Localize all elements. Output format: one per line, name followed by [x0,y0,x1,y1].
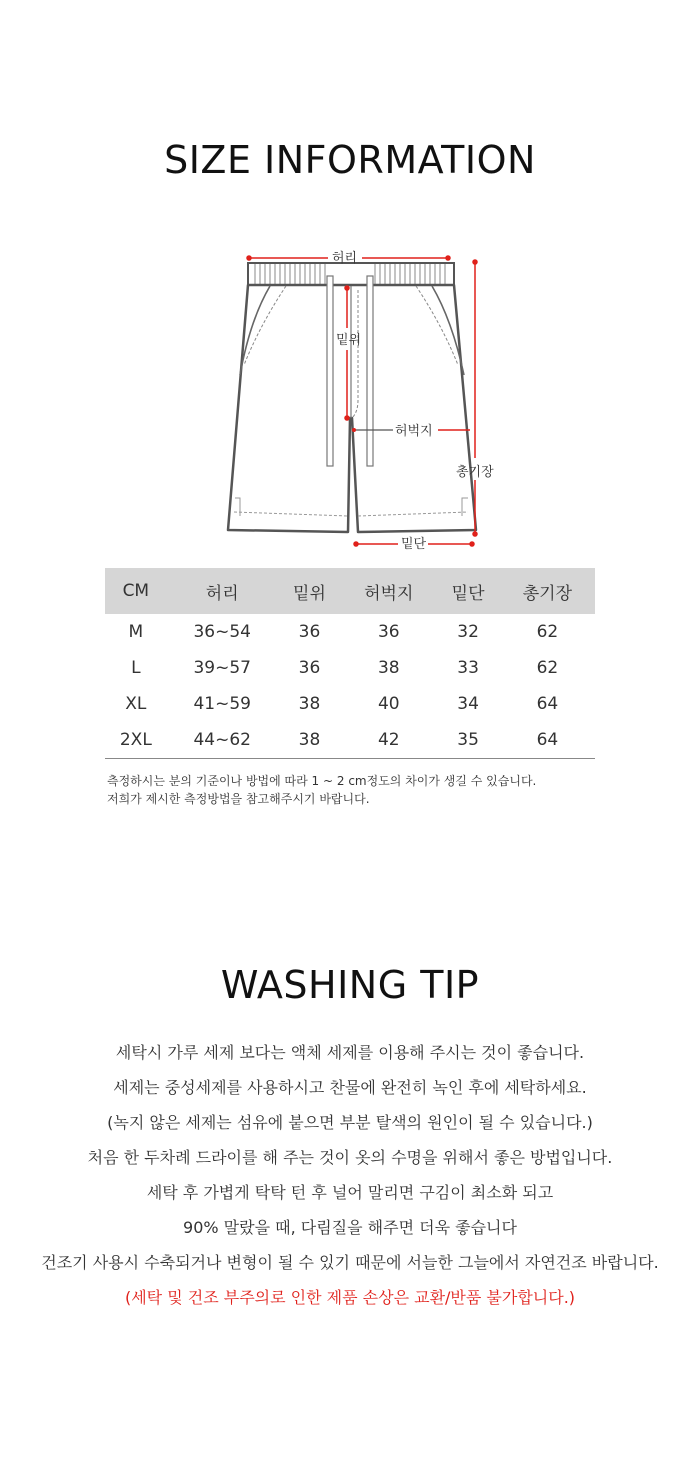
rise-value: 36 [298,658,321,678]
tip-line: 세탁시 가루 세제 보다는 액체 세제를 이용해 주시는 것이 좋습니다. [115,1043,585,1062]
table-row [105,686,595,722]
size-information-title: SIZE INFORMATION [164,138,536,182]
thigh-value: 42 [341,722,436,759]
thigh-label: 허벅지 [395,424,433,439]
tip-line: (녹지 않은 세제는 섬유에 붙으면 부분 탈색의 원인이 될 수 있습니다.) [107,1113,593,1132]
hem-value: 34 [457,694,479,714]
table-row [105,650,595,686]
measurement-notes [107,772,536,808]
note-line: 측정하시는 분의 기준이나 방법에 따라 1 ~ 2 cm정도의 차이가 생길 수 있습니다. [107,774,537,788]
hem-value: 32 [457,622,479,642]
thigh-value: 40 [377,694,400,714]
rise-label: 밑위 [336,333,362,348]
washing-warning: (세탁 및 건조 부주의로 인한 제품 손상은 교환/반품 불가합니다.) [124,1288,576,1307]
thigh-value: 38 [377,658,400,678]
waist-value: 39~57 [193,658,251,678]
header-hem: 밑단 [436,568,499,614]
thigh-value: 36 [377,622,400,642]
tip-line: 건조기 사용시 수축되거나 변형이 될 수 있기 때문에 서늘한 그늘에서 자연건조 바랍니다. [41,1253,659,1272]
shorts-measurement-diagram [200,240,500,560]
waistband [248,263,454,285]
size-label: M [128,622,144,642]
drawstring-left [327,276,333,466]
tip-line: 처음 한 두차례 드라이를 해 주는 것이 옷의 수명을 위해서 좋은 방법입니다. [87,1148,613,1167]
size-table-header-row [105,568,595,614]
table-row [105,722,595,759]
table-row [105,614,595,650]
hem-value: 35 [436,722,499,759]
waist-value: 36~54 [193,622,251,642]
total-length-value: 62 [536,658,559,678]
waist-value: 44~62 [167,722,278,759]
total-length-value: 64 [536,694,559,714]
rise-value: 38 [298,694,321,714]
size-label: XL [125,694,147,714]
header-waist: 허리 [167,568,278,614]
total-length-value: 64 [500,722,595,759]
tip-line: 90% 말랐을 때, 다림질을 해주면 더욱 좋습니다 [183,1218,517,1237]
header-total-length: 총기장 [500,568,595,614]
size-table [105,568,595,759]
rise-value: 38 [278,722,341,759]
drawstring-right [367,276,373,466]
tip-line: 세제는 중성세제를 사용하시고 찬물에 완전히 녹인 후에 세탁하세요. [113,1078,587,1097]
size-label: 2XL [105,722,167,759]
washing-tip-title: WASHING TIP [220,963,480,1007]
shorts-outline [228,285,476,532]
hem-label: 밑단 [401,537,427,552]
washing-tips [0,1040,700,1320]
waist-value: 41~59 [193,694,251,714]
header-cm: CM [105,568,167,614]
note-line: 저희가 제시한 측정방법을 참고해주시기 바랍니다. [107,792,370,806]
waist-label: 허리 [332,251,358,266]
tip-line: 세탁 후 가볍게 탁탁 턴 후 널어 말리면 구김이 최소화 되고 [146,1183,554,1202]
rise-value: 36 [298,622,321,642]
header-thigh: 허벅지 [341,568,436,614]
hem-value: 33 [457,658,479,678]
total-length-value: 62 [536,622,559,642]
header-rise: 밑위 [278,568,341,614]
size-label: L [131,658,141,678]
total-length-label: 총기장 [456,465,494,480]
